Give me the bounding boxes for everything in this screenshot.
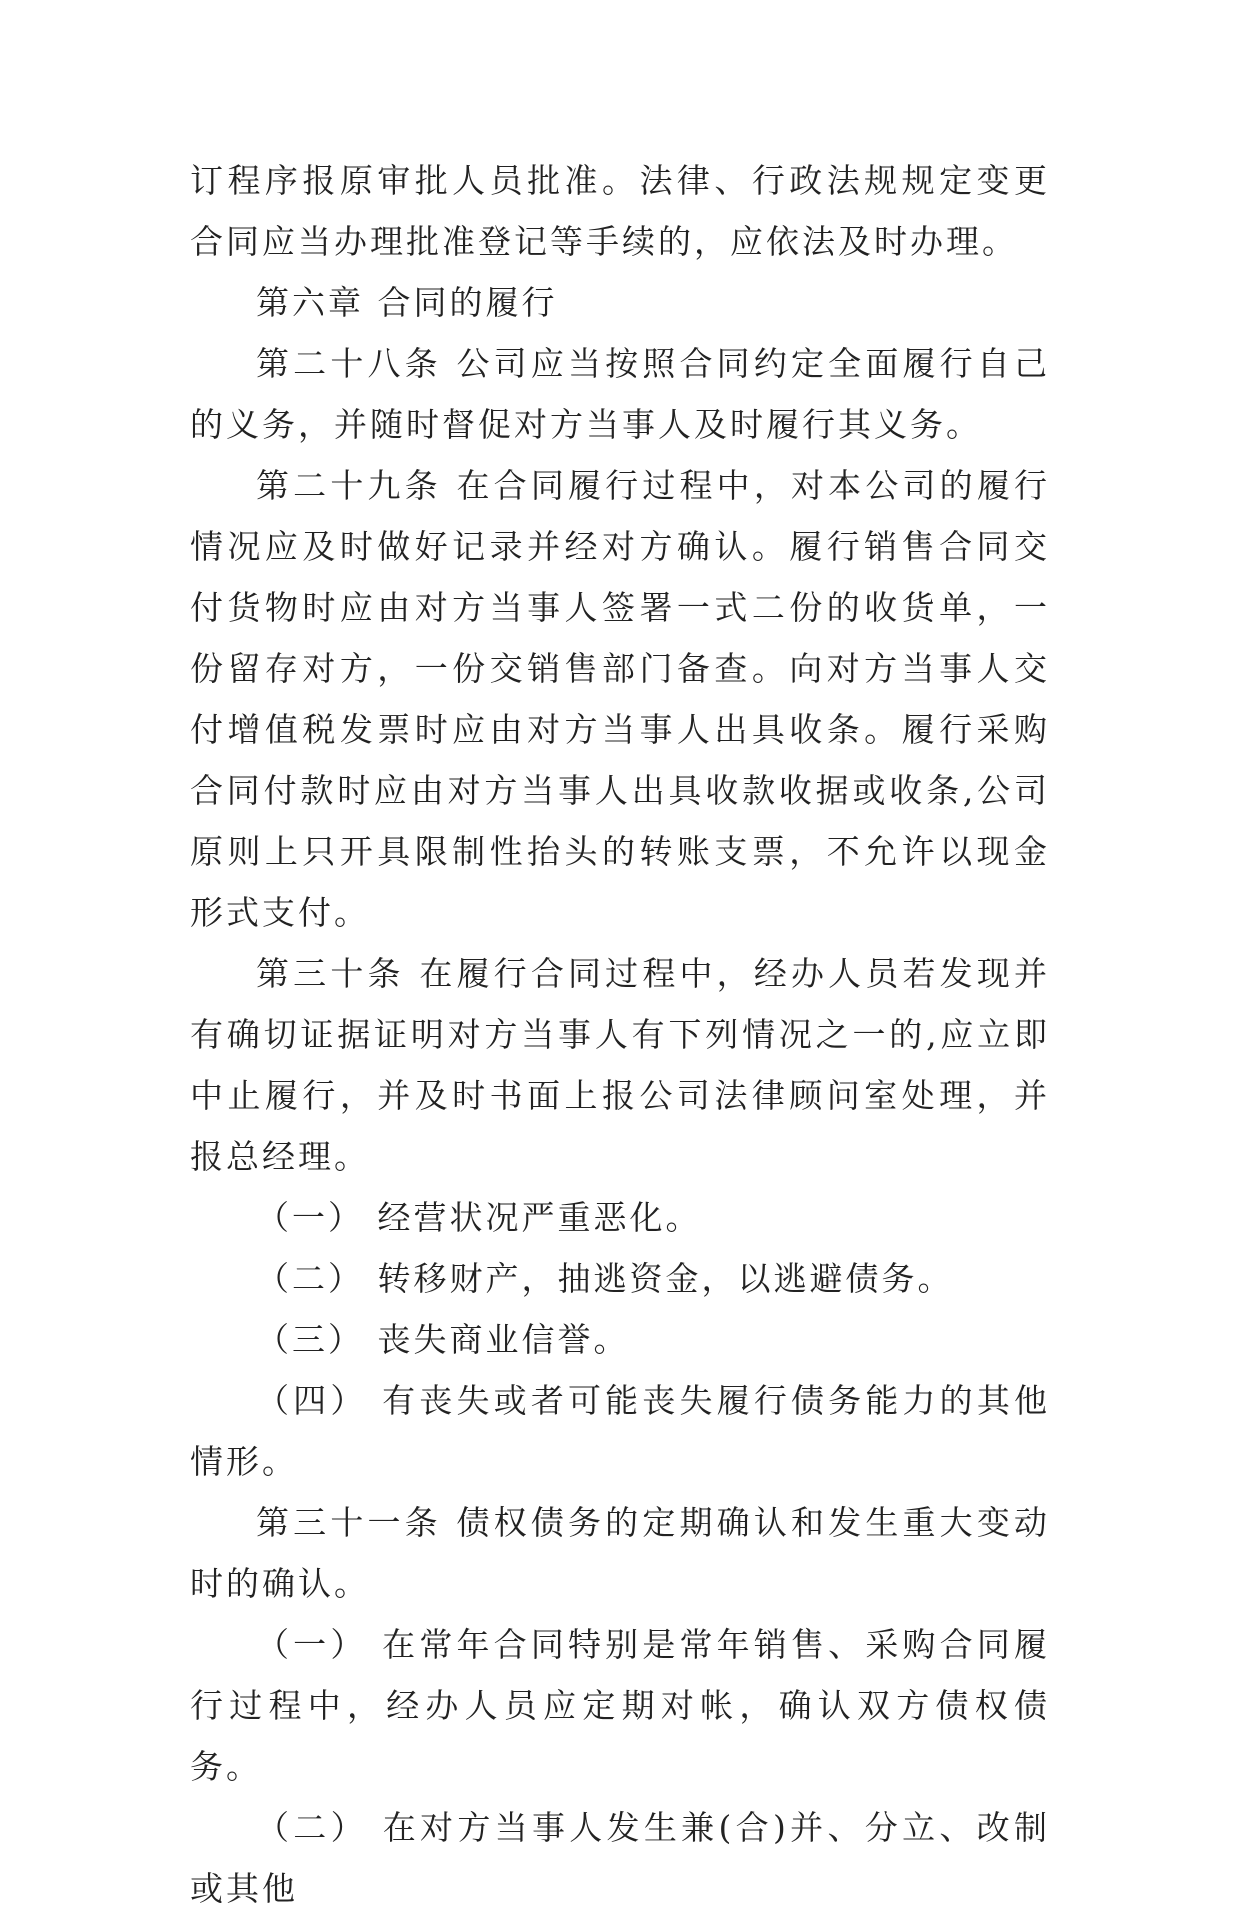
- chapter-heading: 第六章 合同的履行: [256, 283, 558, 322]
- article-30: 第三十条 在履行合同过程中，经办人员若发现并有确切证据证明对方当事人有下列情况之一的,应立即中止履行，并及时书面上报公司法律顾问室处理，并报总经理。: [190, 954, 1050, 1176]
- article-30-item-2: （二） 转移财产，抽逃资金，以逃避债务。: [256, 1259, 954, 1298]
- document-body: [190, 150, 1050, 1919]
- article-31: 第三十一条 债权债务的定期确认和发生重大变动时的确认。: [190, 1503, 1050, 1603]
- paragraph-continuation: 订程序报原审批人员批准。法律、行政法规规定变更合同应当办理批准登记等手续的，应依法及时办理。: [190, 161, 1050, 261]
- article-30-item-1: （一） 经营状况严重恶化。: [256, 1198, 702, 1237]
- article-31-item-1: （一） 在常年合同特别是常年销售、采购合同履行过程中，经办人员应定期对帐，确认双方债权债务。: [190, 1625, 1050, 1786]
- article-28: 第二十八条 公司应当按照合同约定全面履行自己的义务，并随时督促对方当事人及时履行其义务。: [190, 344, 1050, 444]
- article-30-item-3: （三） 丧失商业信誉。: [256, 1320, 630, 1359]
- article-30-item-4: （四） 有丧失或者可能丧失履行债务能力的其他情形。: [190, 1381, 1050, 1481]
- article-31-item-2: （二） 在对方当事人发生兼(合)并、分立、改制或其他: [190, 1808, 1050, 1908]
- article-29: 第二十九条 在合同履行过程中，对本公司的履行情况应及时做好记录并经对方确认。履行销售合同交付货物时应由对方当事人签署一式二份的收货单，一份留存对方，一份交销售部门备查。向对方当事人交付增值税发票时应由对方当事人出具收条。履行采购合同付款时应由对方当事人出具收款收据或收条,公司原则上只开具限制性抬头的转账支票，不允许以现金形式支付。: [190, 466, 1050, 932]
